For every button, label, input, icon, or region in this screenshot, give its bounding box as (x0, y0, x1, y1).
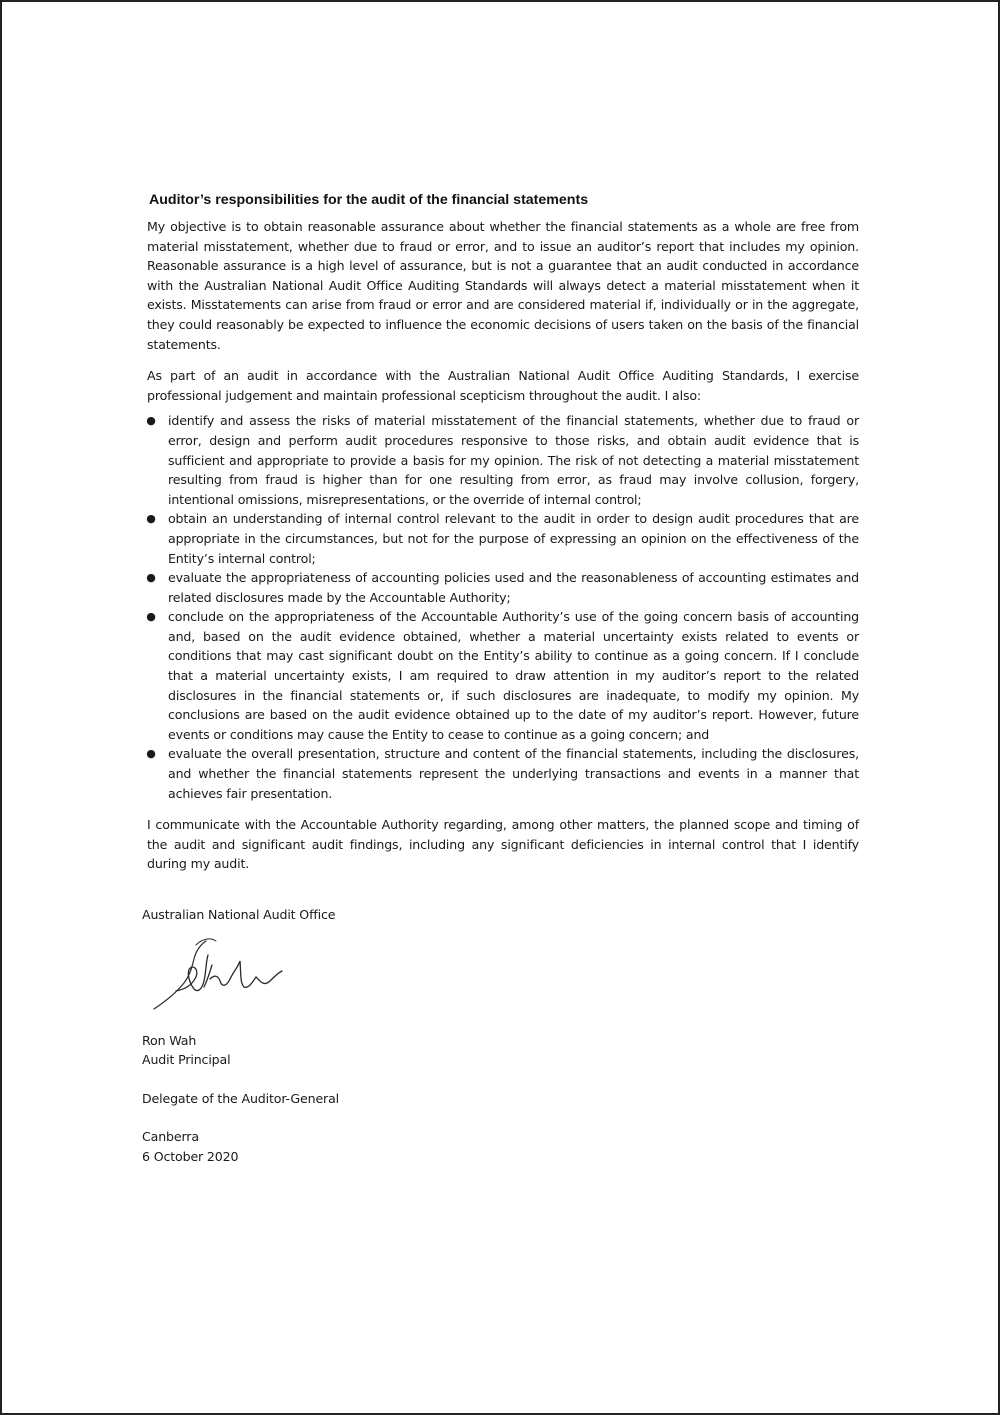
section-heading: Auditor’s responsibilities for the audit of the financial statements (149, 192, 589, 208)
list-item-text: evaluate the overall presentation, structure and content of the financial statements, including the disclosures, and whether the financial statements represent the underlying transactions and events in a manner that achieves fair presentation. (168, 746, 859, 801)
bullet-icon: ● (146, 610, 156, 624)
list-item (147, 568, 859, 607)
signatory-name: Ron Wah (142, 1032, 197, 1048)
organisation-name: Australian National Audit Office (142, 907, 336, 922)
list-item (147, 607, 859, 744)
list-item (147, 509, 859, 568)
bullet-icon: ● (146, 747, 156, 761)
communication-paragraph: I communicate with the Accountable Authority regarding, among other matters, the planned scope and timing of the audit and significant audit findings, including any significant deficiencies in internal control that I identify during my audit. (147, 817, 859, 872)
list-item (147, 744, 859, 803)
list-item-text: conclude on the appropriateness of the Accountable Authority’s use of the going concern basis of accounting and, based on the audit evidence obtained, whether a material uncertainty exists related to events or conditions that may cast significant doubt on the Entity’s ability to continue as a going concern. If I conclude that a material uncertainty exists, I am required to draw attention in my auditor’s report to the related disclosures in the financial statements or, if such disclosures are inadequate, to modify my opinion. My conclusions are based on the audit evidence obtained up to the date of my auditor’s report. However, future events or conditions may cause the Entity to cease to continue as a going concern; and (168, 609, 859, 742)
bullet-icon: ● (146, 414, 156, 428)
signatory-role: Delegate of the Auditor-General (142, 1090, 339, 1106)
audit-approach-paragraph: As part of an audit in accordance with the Australian National Audit Office Auditing Standards, I exercise professional judgement and maintain professional scepticism throughout the audit. I also: (147, 368, 859, 403)
list-item-text: obtain an understanding of internal control relevant to the audit in order to design audit procedures that are appropriate in the circumstances, but not for the purpose of expressing an opinion on the effectiveness of the Entity’s internal control; (168, 511, 859, 566)
bullet-icon: ● (146, 512, 156, 526)
handwritten-signature (146, 931, 296, 1021)
list-item (147, 411, 859, 509)
objective-paragraph: My objective is to obtain reasonable assurance about whether the financial statements as a whole are free from material misstatement, whether due to fraud or error, and to issue an auditor’s report that includes my opinion. Reasonable assurance is a high level of assurance, but is not a guarantee that an audit conducted in accordance with the Australian National Audit Office Auditing Standards will always detect a material misstatement when it exists. Misstatements can arise from fraud or error and are considered material if, individually or in the aggregate, they could reasonably be expected to influence the economic decisions of users taken on the basis of the financial statements. (147, 219, 859, 352)
document-body (147, 190, 859, 886)
list-item-text: evaluate the appropriateness of accounting policies used and the reasonableness of accounting estimates and related disclosures made by the Accountable Authority; (168, 570, 859, 605)
responsibilities-list (147, 411, 859, 803)
signing-date: 6 October 2020 (142, 1148, 239, 1164)
list-item-text: identify and assess the risks of material misstatement of the financial statements, whether due to fraud or error, design and perform audit procedures responsive to those risks, and obtain audit evidence that is sufficient and appropriate to provide a basis for my opinion. The risk of not detecting a material misstatement resulting from fraud is higher than for one resulting from error, as fraud may involve collusion, forgery, intentional omissions, misrepresentations, or the override of internal control; (168, 413, 859, 507)
bullet-icon: ● (146, 571, 156, 585)
signing-place: Canberra (142, 1129, 199, 1145)
signatory-title: Audit Principal (142, 1052, 231, 1068)
signature-block (142, 905, 542, 1167)
